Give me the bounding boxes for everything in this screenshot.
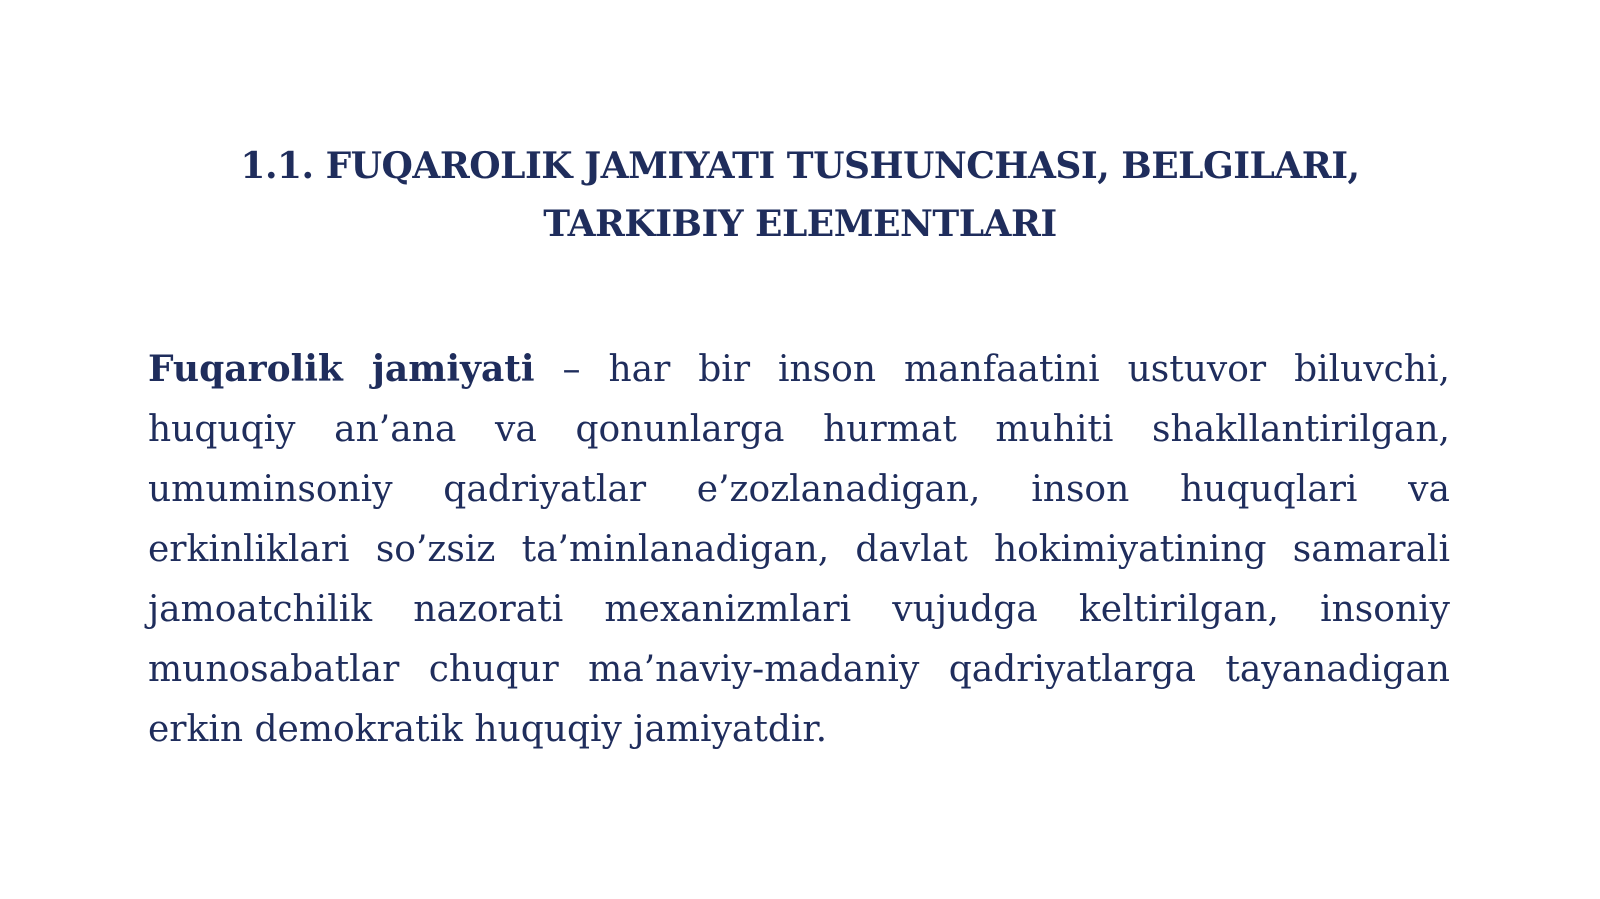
definition-line-1 [148, 339, 1450, 400]
definition-line-7: erkin demokratik huquqiy jamiyatdir. [148, 709, 828, 750]
definition-term: Fuqarolik jamiyati [148, 348, 535, 390]
definition-line-2: huquqiy an’ana va qonunlarga hurmat muhiti shakllantirilgan, [148, 409, 1450, 450]
slide-title [0, 137, 1600, 253]
definition-line-3: umuminsoniy qadriyatlar e’zozlanadigan, inson huquqlari va [148, 469, 1450, 510]
slide-title-line-1: 1.1. FUQAROLIK JAMIYATI TUSHUNCHASI, BELGILARI, [240, 145, 1360, 187]
definition-line-6: munosabatlar chuqur ma’naviy-madaniy qadriyatlarga tayanadigan [148, 649, 1450, 690]
definition-line-4: erkinliklari so’zsiz ta’minlanadigan, davlat hokimiyatining samarali [148, 529, 1450, 570]
definition-line-5: jamoatchilik nazorati mexanizmlari vujudga keltirilgan, insoniy [148, 589, 1450, 630]
definition-line-1-text: – har bir inson manfaatini ustuvor biluvchi, [534, 349, 1450, 390]
definition-paragraph [148, 339, 1450, 760]
slide-title-line-2: TARKIBIY ELEMENTLARI [543, 203, 1057, 245]
